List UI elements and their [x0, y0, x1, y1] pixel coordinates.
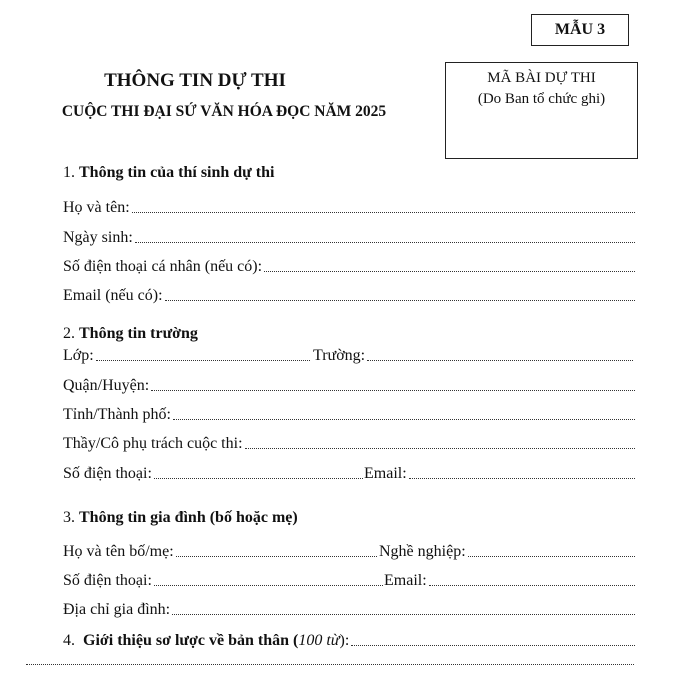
class-line[interactable] — [96, 360, 310, 361]
section1-title: Thông tin của thí sinh dự thi — [79, 164, 275, 181]
province-field[interactable] — [63, 406, 635, 424]
school-email-line[interactable] — [409, 478, 635, 479]
school-field[interactable] — [313, 347, 633, 365]
personal-phone-label: Số điện thoại cá nhân (nếu có): — [63, 258, 263, 275]
teacher-field[interactable] — [63, 435, 635, 453]
section4-number: 4. — [63, 632, 75, 649]
address-line[interactable] — [172, 614, 635, 615]
dob-line[interactable] — [135, 242, 635, 243]
form-code-box — [531, 14, 629, 46]
parent-email-line[interactable] — [429, 585, 635, 586]
class-label: Lớp: — [63, 347, 94, 364]
section4-close: ): — [339, 632, 350, 649]
parent-name-line[interactable] — [176, 556, 377, 557]
district-field[interactable] — [63, 377, 635, 395]
occupation-field[interactable] — [379, 543, 635, 561]
self-intro-field[interactable] — [63, 632, 635, 650]
section2-heading — [63, 325, 198, 343]
section1-number: 1. — [63, 164, 75, 181]
personal-email-label: Email (nếu có): — [63, 287, 163, 304]
class-field[interactable] — [63, 347, 310, 365]
personal-email-line[interactable] — [165, 300, 635, 301]
full-name-label: Họ và tên: — [63, 199, 130, 216]
district-line[interactable] — [151, 390, 635, 391]
school-line[interactable] — [367, 360, 633, 361]
school-phone-line[interactable] — [154, 478, 363, 479]
occupation-line[interactable] — [468, 556, 635, 557]
parent-phone-field[interactable] — [63, 572, 383, 590]
full-name-line[interactable] — [132, 212, 635, 213]
entry-code-box — [445, 62, 638, 159]
section4-title: Giới thiệu sơ lược về bản thân ( — [83, 632, 299, 649]
province-line[interactable] — [173, 419, 635, 420]
address-label: Địa chỉ gia đình: — [63, 601, 171, 618]
section3-number: 3. — [63, 509, 75, 526]
school-phone-field[interactable] — [63, 465, 363, 483]
school-email-label: Email: — [364, 465, 407, 482]
dob-label: Ngày sinh: — [63, 229, 133, 246]
teacher-label: Thầy/Cô phụ trách cuộc thi: — [63, 435, 243, 452]
section3-title: Thông tin gia đình (bố hoặc mẹ) — [79, 509, 298, 526]
page-subtitle: CUỘC THI ĐẠI SỨ VĂN HÓA ĐỌC NĂM 2025 — [61, 103, 387, 120]
parent-phone-label: Số điện thoại: — [63, 572, 152, 589]
form-code: MẪU 3 — [554, 21, 606, 38]
section2-number: 2. — [63, 325, 75, 342]
school-email-field[interactable] — [364, 465, 635, 483]
personal-email-field[interactable] — [63, 287, 635, 305]
entry-code-label: MÃ BÀI DỰ THI — [487, 70, 596, 86]
dob-field[interactable] — [63, 229, 635, 247]
full-name-field[interactable] — [63, 199, 635, 217]
school-label: Trường: — [313, 347, 366, 364]
self-intro-line-2[interactable] — [26, 664, 634, 665]
self-intro-line[interactable] — [351, 645, 635, 646]
section1-heading — [63, 164, 274, 182]
personal-phone-field[interactable] — [63, 258, 635, 276]
parent-name-field[interactable] — [63, 543, 377, 561]
entry-code-note: (Do Ban tổ chức ghi) — [477, 91, 606, 107]
parent-email-label: Email: — [384, 572, 427, 589]
address-field[interactable] — [63, 601, 635, 619]
section4-word-limit: 100 từ — [298, 632, 340, 649]
district-label: Quận/Huyện: — [63, 377, 150, 394]
section3-heading — [63, 509, 298, 527]
teacher-line[interactable] — [245, 448, 635, 449]
occupation-label: Nghề nghiệp: — [379, 543, 466, 560]
personal-phone-line[interactable] — [264, 271, 635, 272]
page-title: THÔNG TIN DỰ THI — [104, 70, 286, 91]
parent-phone-line[interactable] — [154, 585, 383, 586]
parent-email-field[interactable] — [384, 572, 635, 590]
province-label: Tỉnh/Thành phố: — [63, 406, 171, 423]
section2-title: Thông tin trường — [79, 325, 198, 342]
school-phone-label: Số điện thoại: — [63, 465, 152, 482]
parent-name-label: Họ và tên bố/mẹ: — [63, 543, 174, 560]
